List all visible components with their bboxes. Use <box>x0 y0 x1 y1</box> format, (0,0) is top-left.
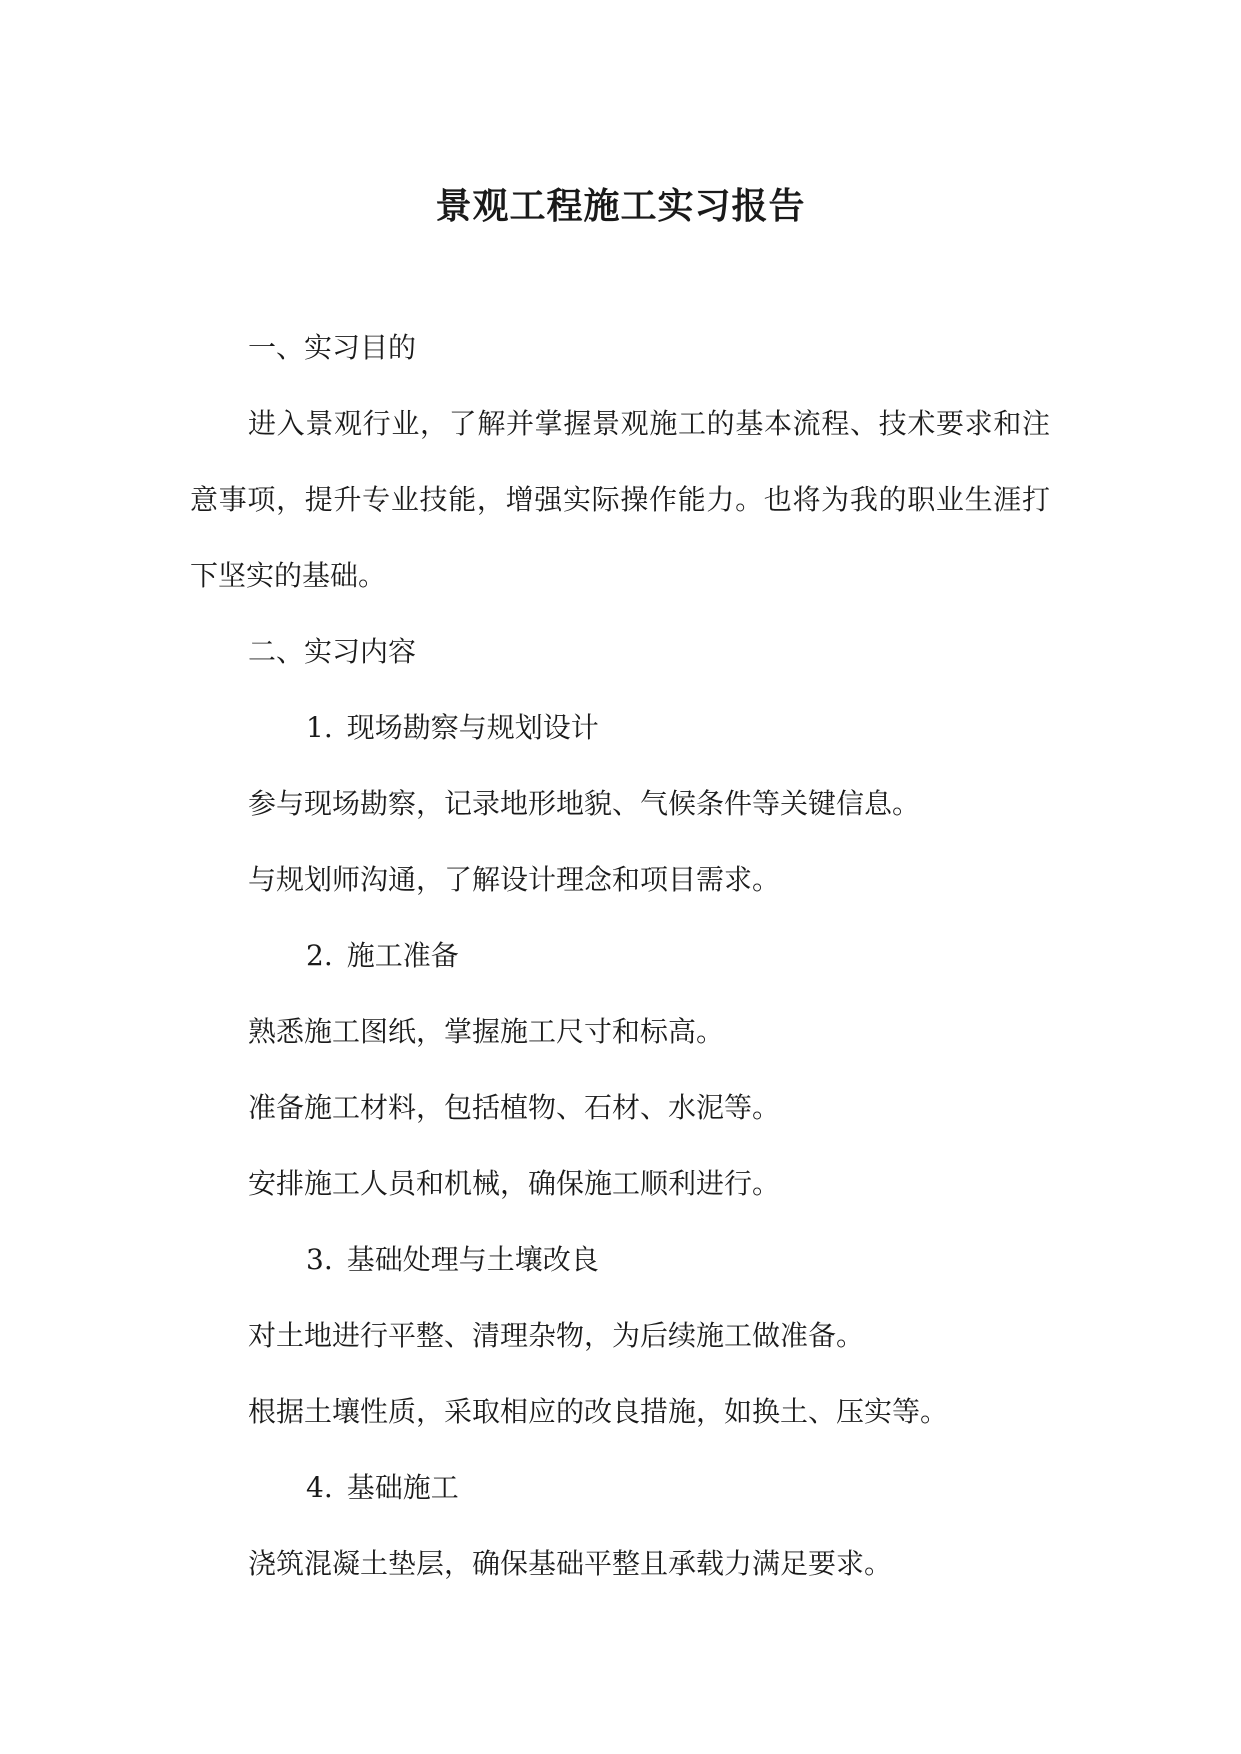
paragraph-survey-1: 参与现场勘察，记录地形地貌、气候条件等关键信息。 <box>248 787 921 820</box>
paragraph-soil-2: 根据土壤性质，采取相应的改良措施，如换土、压实等。 <box>248 1395 949 1428</box>
subheading-number: 1. <box>306 711 333 744</box>
paragraph-preparation-2: 准备施工材料，包括植物、石材、水泥等。 <box>248 1091 781 1124</box>
subheading-soil <box>190 1222 1050 1298</box>
subheading-number: 4. <box>306 1471 333 1504</box>
section-heading-content: 二、实习内容 <box>248 635 417 668</box>
subheading-text: 基础处理与土壤改良 <box>346 1243 599 1276</box>
section-heading-purpose: 一、实习目的 <box>248 331 417 364</box>
document-title: 景观工程施工实习报告 <box>435 185 806 227</box>
subheading-survey <box>190 690 1050 766</box>
subheading-text: 现场勘察与规划设计 <box>346 711 599 744</box>
paragraph-preparation-3: 安排施工人员和机械，确保施工顺利进行。 <box>248 1167 781 1200</box>
paragraph-foundation-1: 浇筑混凝土垫层，确保基础平整且承载力满足要求。 <box>248 1547 893 1580</box>
paragraph-survey-2: 与规划师沟通，了解设计理念和项目需求。 <box>248 863 781 896</box>
paragraph-soil-1: 对土地进行平整、清理杂物，为后续施工做准备。 <box>248 1319 865 1352</box>
paragraph-purpose: 进入景观行业，了解并掌握景观施工的基本流程、技术要求和注意事项，提升专业技能，增强实际操作能力。也将为我的职业生涯打下坚实的基础。 <box>190 407 1050 592</box>
document-body <box>190 310 1050 1602</box>
subheading-text: 基础施工 <box>346 1471 459 1504</box>
subheading-preparation <box>190 918 1050 994</box>
subheading-number: 3. <box>306 1243 333 1276</box>
subheading-foundation <box>190 1450 1050 1526</box>
subheading-text: 施工准备 <box>346 939 459 972</box>
subheading-number: 2. <box>306 939 333 972</box>
paragraph-preparation-1: 熟悉施工图纸，掌握施工尺寸和标高。 <box>248 1015 725 1048</box>
